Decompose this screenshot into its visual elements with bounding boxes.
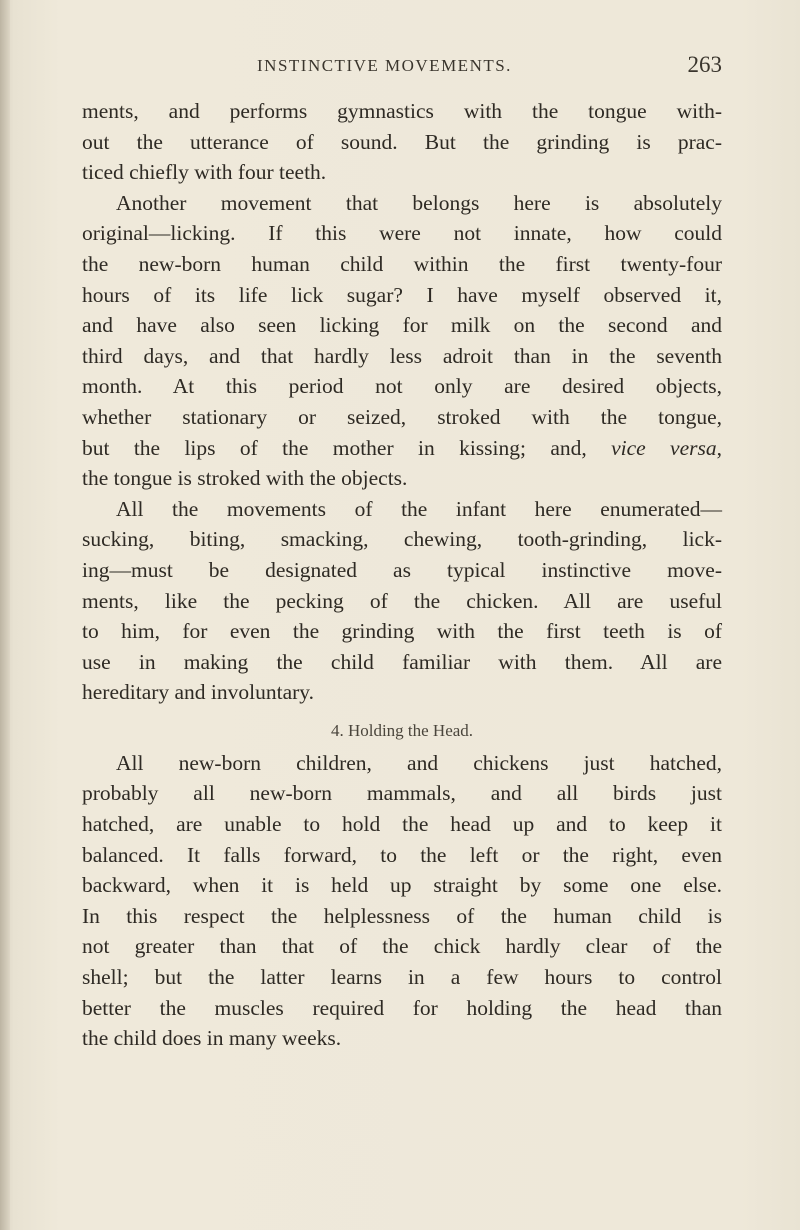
body-text [82,96,722,1054]
text-line: out the utterance of sound. But the grinding is prac- [82,129,722,154]
text-line: better the muscles required for holding the head than [82,995,722,1020]
text-line [82,433,722,464]
text-line: ing—must be designated as typical instinctive move- [82,557,722,582]
text-line: third days, and that hardly less adroit than in the seventh [82,343,722,368]
text-line: month. At this period not only are desired objects, [82,374,722,399]
running-title: INSTINCTIVE MOVEMENTS. [257,56,512,75]
text-line: All the movements of the infant here enumerated— [116,496,722,521]
text-line: hereditary and involuntary. [82,680,315,705]
text-line: not greater than that of the chick hardly clear of the [82,934,722,959]
text-line: whether stationary or seized, stroked with the tongue, [82,404,722,429]
text-line: balanced. It falls forward, to the left or the right, even [82,842,722,867]
italic-phrase: vice versa [611,435,717,460]
running-head [82,52,722,82]
text-segment: , [716,435,722,460]
text-line: the new-born human child within the first twenty-four [82,251,722,276]
text-line: In this respect the helplessness of the human child is [82,903,722,928]
text-line: original—licking. If this were not innate, how could [82,221,722,246]
text-line: hatched, are unable to hold the head up and to keep it [82,812,722,837]
page-number: 263 [687,52,722,77]
text-line: backward, when it is held up straight by some one else. [82,873,722,898]
binding-edge [0,0,10,1230]
text-line: sucking, biting, smacking, chewing, tooth-grinding, lick- [82,527,722,552]
text-line: ticed chiefly with four teeth. [82,160,327,185]
text-segment: but the lips of the mother in kissing; and, [82,435,612,460]
text-line: shell; but the latter learns in a few hours to control [82,965,722,990]
text-line: ments, and performs gymnastics with the tongue with- [82,99,722,123]
text-line: All new-born children, and chickens just hatched, [116,750,722,775]
text-line: and have also seen licking for milk on the second and [82,313,722,338]
text-line: use in making the child familiar with them. All are [82,649,722,674]
section-heading: 4. Holding the Head. [330,720,474,740]
text-line: hours of its life lick sugar? I have myself observed it, [82,282,722,307]
text-line: the child does in many weeks. [82,1026,342,1051]
text-line: to him, for even the grinding with the first teeth is of [82,619,722,644]
text-line: ments, like the pecking of the chicken. All are useful [82,588,722,613]
text-line: Another movement that belongs here is absolutely [116,190,722,215]
text-line: the tongue is stroked with the objects. [82,466,408,491]
text-line: probably all new-born mammals, and all birds just [82,781,722,806]
